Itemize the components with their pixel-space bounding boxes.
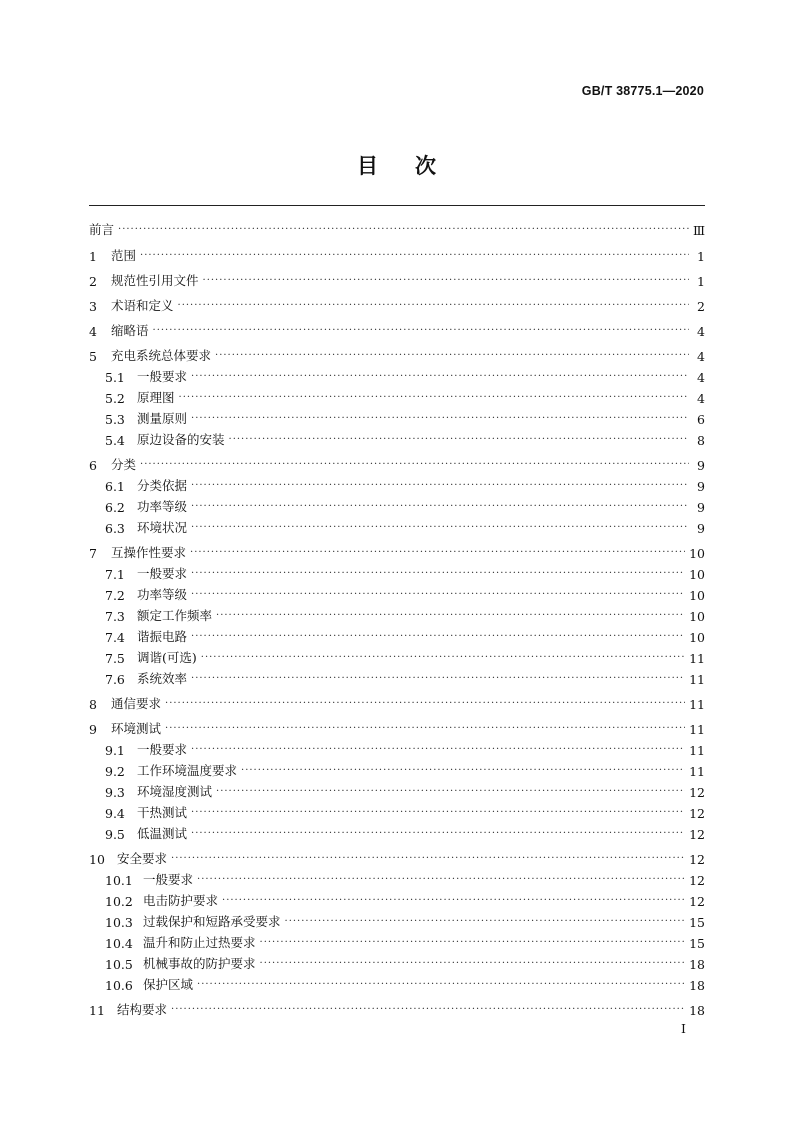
toc-label: 谐振电路 (137, 629, 188, 644)
toc-subentry (105, 759, 705, 779)
toc-subentry (105, 604, 705, 624)
toc-page-number: 11 (689, 764, 705, 779)
toc-leader-dots (171, 852, 685, 867)
toc-page-number: 12 (689, 852, 705, 867)
toc-label: 分类依据 (137, 478, 188, 493)
toc-number: 8 (89, 697, 97, 712)
toc-page-number: 18 (689, 957, 705, 972)
toc-subentry (105, 386, 705, 406)
toc-number: 10.5 (105, 957, 133, 972)
toc-leader-dots (222, 894, 685, 909)
toc-number: 9.5 (105, 827, 125, 842)
toc-page-number: 10 (689, 609, 705, 624)
toc-subentry (105, 667, 705, 687)
toc-label: 保护区域 (143, 977, 194, 992)
toc-leader-dots (201, 651, 685, 666)
toc-leader-dots (229, 433, 689, 448)
toc-number: 6.1 (105, 479, 125, 494)
toc-number: 9 (89, 722, 97, 737)
toc-page-number: 10 (689, 567, 705, 582)
toc-label: 额定工作频率 (137, 608, 213, 623)
toc-label: 低温测试 (137, 826, 188, 841)
toc-number: 5.3 (105, 412, 125, 427)
page-title-part1: 目 (357, 154, 379, 178)
toc-number: 2 (89, 274, 97, 289)
toc-number: 5 (89, 349, 97, 364)
toc-entry (89, 294, 705, 314)
toc-leader-dots (179, 391, 689, 406)
toc-number: 9.3 (105, 785, 125, 800)
toc-number: 7 (89, 546, 97, 561)
toc-leader-dots (260, 957, 686, 972)
toc-page-number: 4 (697, 349, 705, 364)
toc-label: 原边设备的安装 (137, 432, 225, 447)
toc-label: 安全要求 (117, 851, 168, 866)
toc-number: 10 (89, 852, 105, 867)
toc-leader-dots (191, 412, 689, 427)
toc-leader-dots (191, 588, 685, 603)
toc-label: 充电系统总体要求 (111, 348, 212, 363)
toc-label: 规范性引用文件 (111, 273, 199, 288)
toc-number: 3 (89, 299, 97, 314)
toc-label: 通信要求 (111, 696, 162, 711)
toc-entry (89, 319, 705, 339)
toc-label: 环境状况 (137, 520, 188, 535)
toc-number: 7.2 (105, 588, 125, 603)
toc-leader-dots (178, 299, 689, 314)
toc-subentry (105, 822, 705, 842)
toc-label: 电击防护要求 (143, 893, 219, 908)
toc-page-number: 9 (697, 500, 705, 515)
toc-page-number: 18 (689, 1003, 705, 1018)
toc-entry (89, 717, 705, 737)
toc-label: 工作环境温度要求 (137, 763, 238, 778)
toc-subentry (105, 365, 705, 385)
toc-number: 6.2 (105, 500, 125, 515)
toc-number: 4 (89, 324, 97, 339)
toc-subentry (105, 931, 705, 951)
toc-page-number: 1 (697, 249, 705, 264)
toc-page-number: 4 (697, 324, 705, 339)
toc-subentry (105, 407, 705, 427)
toc-page-number: 12 (689, 873, 705, 888)
toc-number: 9.4 (105, 806, 125, 821)
toc-page-number: 15 (689, 936, 705, 951)
toc-page-number: 11 (689, 697, 705, 712)
toc-leader-dots (216, 785, 685, 800)
toc-page-number: 11 (689, 672, 705, 687)
toc-leader-dots (191, 479, 689, 494)
toc-label: 互操作性要求 (111, 545, 187, 560)
toc-leader-dots (241, 764, 685, 779)
toc-entry (89, 692, 705, 712)
toc-label: 功率等级 (137, 499, 188, 514)
toc-number: 10.2 (105, 894, 133, 909)
toc-label: 干热测试 (137, 805, 188, 820)
toc-number: 7.4 (105, 630, 125, 645)
toc-label: 机械事故的防护要求 (143, 956, 256, 971)
toc-leader-dots (191, 806, 685, 821)
toc-label: 范围 (111, 248, 137, 263)
toc-entry (89, 344, 705, 364)
toc-subentry (105, 495, 705, 515)
toc-label: 一般要求 (143, 872, 194, 887)
toc-subentry (105, 868, 705, 888)
toc-page-number: 12 (689, 785, 705, 800)
toc-number: 11 (89, 1003, 105, 1018)
toc-subentry (105, 562, 705, 582)
toc-page-number: 1 (697, 274, 705, 289)
toc-leader-dots (153, 324, 689, 339)
toc-number: 6 (89, 458, 97, 473)
toc-label: 温升和防止过热要求 (143, 935, 256, 950)
toc-leader-dots (215, 349, 689, 364)
toc-number: 7.5 (105, 651, 125, 666)
toc-number: 7.6 (105, 672, 125, 687)
toc-label: 环境湿度测试 (137, 784, 213, 799)
toc-subentry (105, 910, 705, 930)
toc-page-number: 9 (697, 479, 705, 494)
toc-number: 10.6 (105, 978, 133, 993)
toc-page-number: 12 (689, 894, 705, 909)
toc-leader-dots (260, 936, 686, 951)
toc-entry (89, 847, 705, 867)
toc-subentry (105, 973, 705, 993)
toc-entry (89, 453, 705, 473)
toc-leader-dots (191, 827, 685, 842)
toc-label: 系统效率 (137, 671, 188, 686)
toc-number: 10.3 (105, 915, 133, 930)
toc-leader-dots (165, 722, 685, 737)
toc-leader-dots (191, 672, 685, 687)
toc-page-number: 10 (689, 630, 705, 645)
toc-label: 环境测试 (111, 721, 162, 736)
toc-label: 原理图 (137, 390, 175, 405)
toc-leader-dots (191, 743, 685, 758)
toc-label: 缩略语 (111, 323, 149, 338)
toc-page-number: 9 (697, 458, 705, 473)
toc-subentry (105, 780, 705, 800)
page-title (0, 150, 794, 180)
toc-entry (89, 218, 705, 238)
toc-label: 一般要求 (137, 369, 188, 384)
toc-number: 7.3 (105, 609, 125, 624)
toc-leader-dots (140, 249, 689, 264)
toc-page-number: 11 (689, 743, 705, 758)
toc-leader-dots (191, 567, 685, 582)
toc-subentry (105, 625, 705, 645)
toc-subentry (105, 889, 705, 909)
toc-label: 功率等级 (137, 587, 188, 602)
standard-code: GB/T 38775.1—2020 (581, 84, 704, 98)
toc-page-number: 10 (689, 546, 705, 561)
toc-label: 结构要求 (117, 1002, 168, 1017)
toc-number: 5.1 (105, 370, 125, 385)
toc-leader-dots (197, 873, 685, 888)
toc-subentry (105, 428, 705, 448)
title-divider (89, 205, 705, 206)
toc-leader-dots (285, 915, 686, 930)
toc-page-number: Ⅲ (692, 223, 705, 238)
toc-label: 一般要求 (137, 742, 188, 757)
page-folio: Ⅰ (681, 1021, 686, 1036)
toc-leader-dots (197, 978, 685, 993)
toc-label: 一般要求 (137, 566, 188, 581)
toc-page-number: 15 (689, 915, 705, 930)
toc-entry (89, 269, 705, 289)
toc-page-number: 18 (689, 978, 705, 993)
toc-page-number: 2 (697, 299, 705, 314)
toc-label: 前言 (89, 222, 115, 237)
toc-label: 测量原则 (137, 411, 188, 426)
toc-leader-dots (191, 500, 689, 515)
toc-number: 7.1 (105, 567, 125, 582)
toc-subentry (105, 952, 705, 972)
toc-page-number: 11 (689, 722, 705, 737)
toc-leader-dots (118, 223, 689, 238)
toc-subentry (105, 474, 705, 494)
toc-leader-dots (190, 546, 685, 561)
toc-page-number: 6 (697, 412, 705, 427)
page-title-part2: 次 (415, 154, 437, 178)
toc-number: 5.2 (105, 391, 125, 406)
toc-entry (89, 244, 705, 264)
toc-page-number: 11 (689, 651, 705, 666)
toc-number: 9.1 (105, 743, 125, 758)
toc-page-number: 9 (697, 521, 705, 536)
toc-number: 5.4 (105, 433, 125, 448)
toc-label: 术语和定义 (111, 298, 174, 313)
toc-number: 10.4 (105, 936, 133, 951)
toc-subentry (105, 801, 705, 821)
toc-leader-dots (140, 458, 689, 473)
toc-page-number: 12 (689, 806, 705, 821)
toc-page-number: 12 (689, 827, 705, 842)
toc-page-number: 4 (697, 370, 705, 385)
toc-leader-dots (191, 630, 685, 645)
toc-label: 过载保护和短路承受要求 (143, 914, 281, 929)
toc-entry (89, 541, 705, 561)
toc-leader-dots (191, 521, 689, 536)
toc-leader-dots (191, 370, 689, 385)
toc-label: 调谐(可选) (137, 650, 197, 665)
toc-leader-dots (171, 1003, 685, 1018)
toc-subentry (105, 583, 705, 603)
toc-number: 1 (89, 249, 97, 264)
toc-label: 分类 (111, 457, 137, 472)
toc-page-number: 4 (697, 391, 705, 406)
toc-number: 10.1 (105, 873, 133, 888)
toc-subentry (105, 738, 705, 758)
toc-page-number: 10 (689, 588, 705, 603)
toc-leader-dots (165, 697, 685, 712)
toc-number: 9.2 (105, 764, 125, 779)
toc-subentry (105, 516, 705, 536)
toc-number: 6.3 (105, 521, 125, 536)
toc-leader-dots (203, 274, 689, 289)
toc-subentry (105, 646, 705, 666)
toc-page-number: 8 (697, 433, 705, 448)
toc-entry (89, 998, 705, 1018)
toc-leader-dots (216, 609, 685, 624)
